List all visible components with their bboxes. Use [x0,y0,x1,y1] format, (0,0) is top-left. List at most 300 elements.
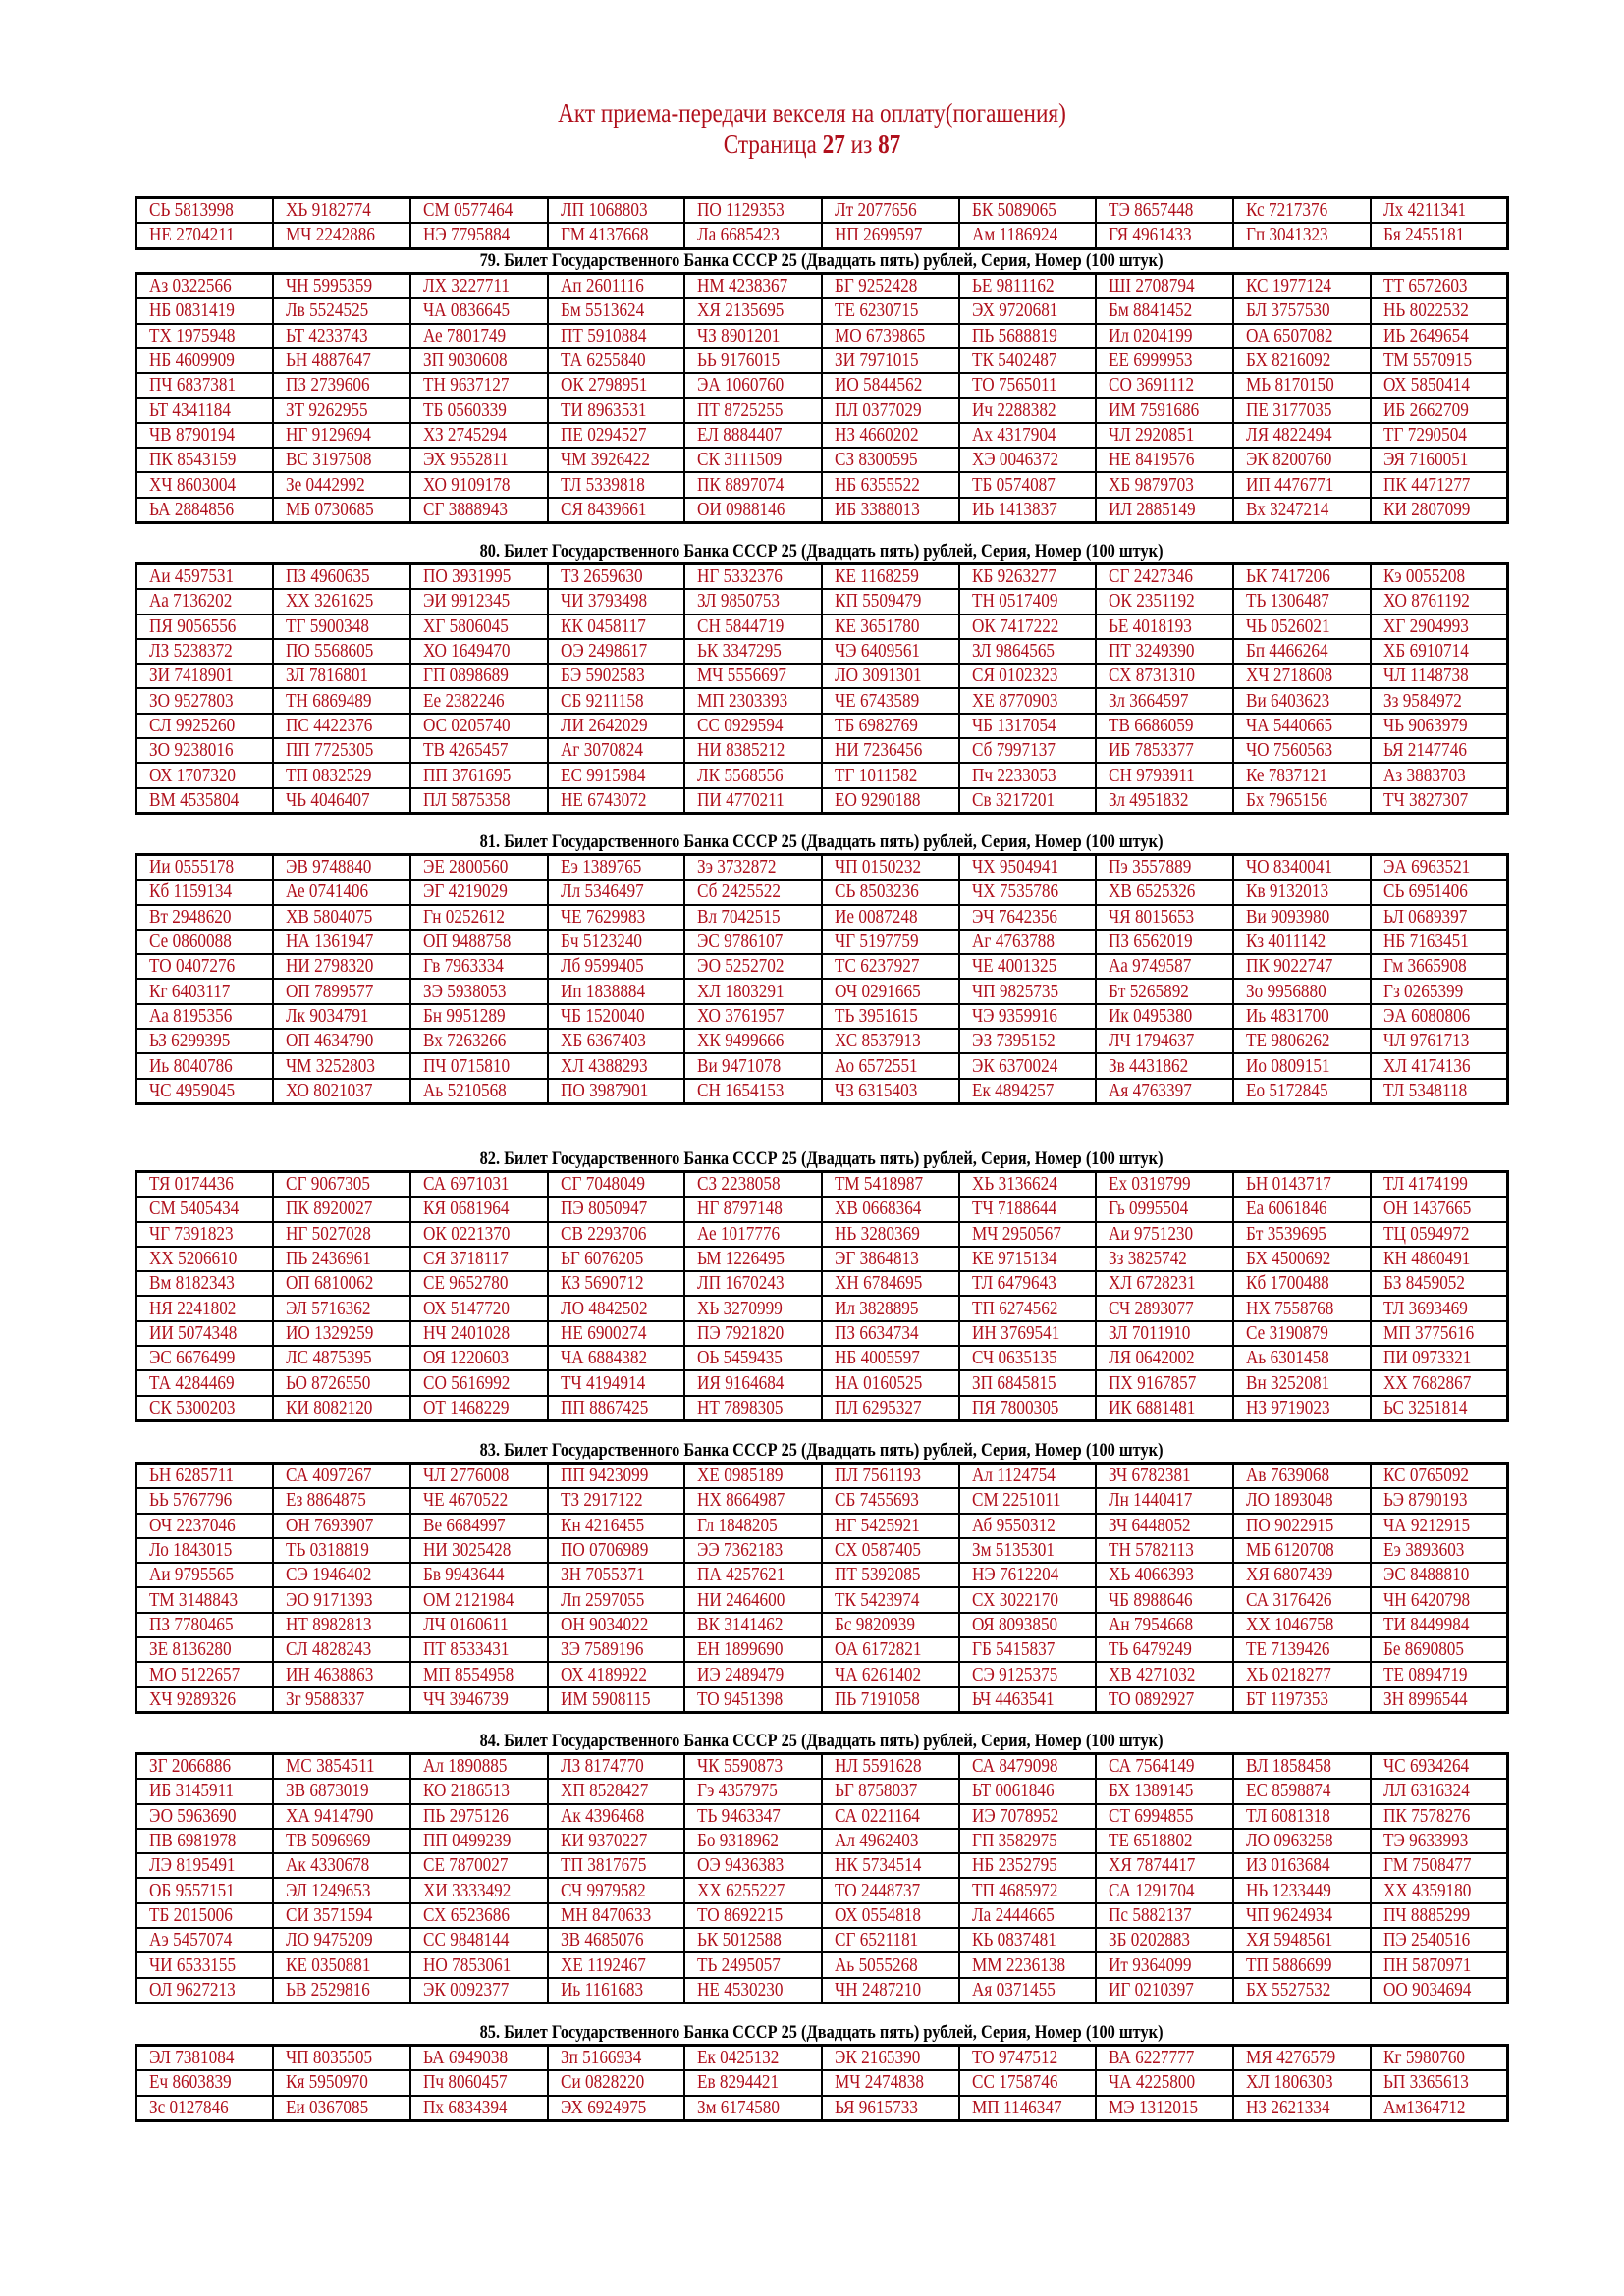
document-title-text: Акт приема-передачи векселя на оплату(погашения) [558,98,1066,128]
serial-number: Ео 5172845 [1246,1079,1328,1101]
section-heading-text: 81. Билет Государственного Банка СССР 25 (Двадцать пять) рублей, Серия, Номер (100 штук) [480,831,1164,852]
serial-cell [273,930,410,954]
serial-cell [684,1079,822,1104]
serial-cell [548,930,685,954]
serial-number: ЕЛ 8884407 [697,423,783,446]
serial-number: ТЛ 6081318 [1246,1804,1330,1827]
serial-number: ЬЯ 9615733 [834,2096,918,2118]
serial-number: ЛЧ 1794637 [1109,1030,1195,1052]
serial-number: ИМ 7591686 [1109,399,1200,421]
serial-number: Вт 2948620 [149,905,232,928]
serial-number: ОХ 1707320 [149,764,237,786]
serial-cell [822,639,959,664]
serial-cell [136,1928,274,1952]
serial-cell [1096,564,1233,590]
serial-cell [1371,324,1508,348]
serial-cell [1096,1687,1233,1713]
serial-cell [684,714,822,738]
serial-cell [273,1538,410,1563]
table-row [136,1928,1508,1952]
serial-number: НЕ 2704211 [149,224,235,246]
serial-number: СЯ 8439661 [560,498,647,520]
serial-cell [410,1029,548,1053]
serial-number: ТО 0892927 [1109,1687,1195,1710]
serial-number: ИЭ 7078952 [971,1804,1058,1827]
serial-number: ИН 4638863 [286,1663,374,1685]
table-row [136,1464,1508,1489]
serial-number: ЧЕ 7629983 [560,905,645,928]
serial-cell [1096,1662,1233,1686]
serial-cell [684,274,822,299]
serial-cell [822,2070,959,2095]
serial-number: ВА 6227777 [1109,2047,1195,2069]
serial-cell [136,930,274,954]
serial-number: ЬТ 4341184 [149,399,231,421]
serial-cell [1096,1779,1233,1803]
serial-number: Бт 3539695 [1246,1222,1326,1245]
serial-number: ЧЕ 4001325 [971,955,1056,978]
serial-number: ПЛ 0377029 [834,399,922,421]
serial-number: ОН 7693907 [286,1514,374,1536]
serial-number: СН 5844719 [697,614,785,637]
serial-cell [1233,448,1371,472]
serial-number: ЛЧ 0160611 [422,1613,509,1635]
serial-number: ИЗ 0163684 [1246,1854,1330,1877]
serial-cell [959,398,1097,422]
serial-cell [273,1396,410,1421]
serial-cell [959,274,1097,299]
serial-cell [410,1197,548,1221]
serial-cell [1233,498,1371,523]
serial-number: НА 1361947 [286,931,374,953]
serial-number: СЕ 9652780 [422,1272,509,1295]
serial-number: ТЬ 2495057 [697,1953,782,1976]
serial-cell [822,2096,959,2121]
serial-cell [136,274,274,299]
serial-number: ВК 3141462 [697,1613,784,1635]
serial-cell [684,498,822,523]
serial-number: ТЗ 2917122 [560,1489,643,1512]
serial-number: ЭЗ 7395152 [971,1030,1056,1052]
serial-number: ГП 0898689 [422,665,509,687]
serial-number: ЧА 6261402 [834,1663,922,1685]
serial-cell [1371,1662,1508,1686]
serial-cell [684,664,822,688]
serial-cell [548,1222,685,1247]
serial-number: Ав 7639068 [1246,1465,1330,1487]
serial-cell [548,1029,685,1053]
serial-number: ЬП 3365613 [1382,2071,1469,2094]
serial-number: Аи 9795565 [149,1564,235,1586]
serial-number: ТН 9637127 [422,374,510,397]
serial-cell [136,1563,274,1587]
serial-number: ПЯ 7800305 [971,1396,1059,1418]
page-current: 27 [822,130,845,159]
serial-number: ГП 3582975 [971,1830,1057,1852]
serial-cell [1371,1370,1508,1395]
table-row [136,1053,1508,1078]
serial-number: МО 5122657 [149,1663,241,1685]
serial-number: МЧ 5556697 [697,665,787,687]
serial-cell [273,1197,410,1221]
serial-cell [1096,1222,1233,1247]
serial-cell [273,589,410,614]
serial-number: ТН 0517409 [971,590,1058,613]
table-row [136,1687,1508,1713]
serial-number: СГ 3888943 [422,498,508,520]
serial-number: МЭ 1312015 [1109,2096,1199,2118]
serial-cell [684,905,822,930]
serial-number: ТТ 6572603 [1382,275,1468,297]
serial-number: ЛО 1893048 [1246,1489,1333,1512]
serial-cell [822,1004,959,1029]
serial-number: ИП 4476771 [1246,473,1334,496]
serial-cell [684,1370,822,1395]
serial-number: ОЭ 9436383 [697,1854,785,1877]
table-row [136,1079,1508,1104]
table-row [136,855,1508,881]
serial-number: Ек 0425132 [697,2047,780,2069]
serial-cell [136,1978,274,2003]
serial-cell [273,1370,410,1395]
serial-number: ЗЕ 8136280 [149,1638,232,1661]
serial-number: НЬ 3280369 [834,1222,920,1245]
serial-number: КЕ 9715134 [971,1248,1057,1270]
serial-number: ЧБ 8988646 [1109,1588,1193,1611]
serial-number: ХЯ 5948561 [1246,1929,1333,1951]
serial-cell [548,348,685,373]
serial-cell [410,1928,548,1952]
serial-number: ЭО 9171393 [286,1588,373,1611]
serial-cell [684,2046,822,2071]
serial-number: Лх 4211341 [1382,199,1466,222]
serial-cell [1371,1538,1508,1563]
serial-number: ЬЧ 4463541 [971,1687,1055,1710]
serial-cell [684,348,822,373]
serial-number: Ве 6684997 [422,1514,506,1536]
serial-cell [959,1978,1097,2003]
serial-number: Св 3217201 [971,788,1055,811]
serial-number: НИ 7236456 [834,739,923,762]
serial-number: ОХ 5147720 [422,1297,510,1319]
serial-cell [822,1878,959,1902]
serial-cell [1371,373,1508,398]
serial-cell [410,954,548,979]
serial-cell [822,1563,959,1587]
serial-number: Аг 4763788 [971,931,1055,953]
serial-cell [1096,1928,1233,1952]
serial-cell [1233,423,1371,448]
serial-number: ИБ 3388013 [834,498,920,520]
serial-number: ЬН 4887647 [286,349,371,372]
serial-cell [548,198,685,224]
serial-number: СС 0929594 [697,714,784,736]
serial-cell [684,788,822,814]
serial-cell [684,1346,822,1370]
serial-cell [822,198,959,224]
serial-number: Ек 4894257 [971,1079,1054,1101]
serial-number: ЧП 9825735 [971,980,1058,1002]
serial-cell [684,223,822,248]
serial-number: ТП 5886699 [1246,1953,1332,1976]
serial-cell [1233,979,1371,1003]
serial-number: ТБ 0574087 [971,473,1056,496]
serial-number: ОК 7417222 [971,614,1059,637]
serial-cell [410,1321,548,1346]
serial-number: ПО 3987901 [560,1079,648,1101]
serial-cell [273,1053,410,1078]
serial-number: НБ 4005597 [834,1347,920,1369]
serial-cell [548,472,685,497]
serial-number: ОС 0205740 [422,714,511,736]
serial-number: СЭ 9125375 [971,1663,1057,1685]
serial-cell [136,348,274,373]
serial-number: ЬЬ 5767796 [149,1489,233,1512]
serial-cell [1371,930,1508,954]
serial-number: ЬЭ 8790193 [1382,1489,1468,1512]
serial-number: ЭЯ 7160051 [1382,449,1469,471]
serial-cell [273,1004,410,1029]
serial-number: ПЬ 2975126 [422,1804,509,1827]
serial-cell [548,905,685,930]
table-row [136,1247,1508,1271]
serial-number: Ио 0809151 [1246,1054,1330,1077]
serial-number: ВМ 4535804 [149,788,240,811]
section-heading-text: 79. Билет Государственного Банка СССР 25 (Двадцать пять) рублей, Серия, Номер (100 штук) [480,250,1164,271]
serial-number: ЭС 8488810 [1382,1564,1470,1586]
serial-cell [1371,614,1508,639]
serial-number: ЛП 1068803 [560,199,648,222]
serial-cell [410,1079,548,1104]
serial-cell [1233,954,1371,979]
serial-number: ЛО 9475209 [286,1929,373,1951]
serial-cell [410,1247,548,1271]
serial-number: ПЭ 2540516 [1382,1929,1470,1951]
serial-number: Зе 0442992 [286,473,365,496]
serial-cell [1233,398,1371,422]
serial-cell [1233,1779,1371,1803]
serial-number: ЧК 5590873 [697,1755,784,1778]
serial-cell [822,324,959,348]
table-row [136,954,1508,979]
serial-cell [684,1637,822,1662]
serial-number: ПК 9022747 [1246,955,1333,978]
serial-number: ОХ 5850414 [1382,374,1470,397]
serial-number: ЛИ 2642029 [560,714,648,736]
serial-cell [959,1779,1097,1803]
serial-number: ЧЛ 9761713 [1382,1030,1470,1052]
serial-number: ТЛ 6479643 [971,1272,1056,1295]
serial-number: ИЬ 2649654 [1382,324,1469,347]
serial-number: ЗЛ 9864565 [971,640,1055,663]
serial-cell [1096,1613,1233,1637]
serial-cell [410,979,548,1003]
serial-cell [959,1370,1097,1395]
serial-number: НЗ 2621334 [1246,2096,1330,2118]
serial-cell [1371,855,1508,881]
serial-number: Вн 3252081 [1246,1371,1330,1394]
serial-cell [1233,763,1371,787]
page-indicator [114,130,1510,159]
serial-number: СХ 6523686 [422,1903,510,1926]
serial-number: ТЛ 5348118 [1382,1079,1467,1101]
ticket-section [135,2022,1509,2122]
serial-number: ХО 1649470 [422,640,511,663]
serial-cell [273,298,410,323]
serial-cell [136,664,274,688]
serial-number: ТЬ 0318819 [286,1539,370,1562]
serial-number: Кз 4011142 [1246,931,1326,953]
serial-number: Ие 0087248 [834,905,918,928]
serial-number: ЬТ 0061846 [971,1780,1055,1802]
serial-number: ХХ 3261625 [286,590,374,613]
serial-cell [273,1222,410,1247]
serial-number: ПК 8920027 [286,1198,373,1220]
serial-number: ЧГ 5197759 [834,931,919,953]
serial-number: ММ 2236138 [971,1953,1065,1976]
serial-number: КО 2186513 [422,1780,510,1802]
serial-number: Зп 5166934 [560,2047,641,2069]
serial-number: ОХ 0554818 [834,1903,921,1926]
serial-cell [273,472,410,497]
serial-number: СЛ 9925260 [149,714,236,736]
serial-cell [1233,1878,1371,1902]
serial-number: ЧЭ 9359916 [971,1004,1057,1027]
table-row [136,714,1508,738]
serial-cell [273,1296,410,1320]
table-row [136,738,1508,763]
serial-number: ИО 5844562 [834,374,923,397]
serial-cell [1096,373,1233,398]
serial-number: ХЛ 4388293 [560,1054,648,1077]
serial-number: ЛЗ 8174770 [560,1755,644,1778]
serial-number: ЕЕ 6999953 [1109,349,1193,372]
serial-cell [1371,2096,1508,2121]
serial-cell [1371,298,1508,323]
serial-number: ТА 6255840 [560,349,646,372]
serial-number: ПЗ 6562019 [1109,931,1193,953]
serial-number: ПЧ 0715810 [422,1054,510,1077]
serial-number: Лв 5524525 [286,299,369,322]
serial-number: Ви 9093980 [1246,905,1330,928]
serial-number: СС 1758746 [971,2071,1058,2094]
serial-cell [273,324,410,348]
serial-cell [822,1271,959,1296]
serial-cell [410,423,548,448]
table-row [136,1662,1508,1686]
serial-cell [1233,1079,1371,1104]
serial-cell [959,1222,1097,1247]
serial-cell [1233,1514,1371,1538]
serial-number: Вм 8182343 [149,1272,235,1295]
serial-cell [410,1396,548,1421]
serial-table [135,853,1509,1105]
serial-number: ТЧ 3827307 [1382,788,1468,811]
serial-number: ЗИ 7418901 [149,665,234,687]
serial-number: ТН 6869489 [286,689,372,712]
serial-cell [822,498,959,523]
serial-number: БТ 1197353 [1246,1687,1329,1710]
serial-cell [136,448,274,472]
serial-cell [1096,324,1233,348]
serial-cell [684,298,822,323]
serial-cell [1233,2046,1371,2071]
serial-number: ПТ 5910884 [560,324,647,347]
serial-cell [684,1687,822,1713]
serial-cell [684,738,822,763]
serial-number: ЛП 1670243 [697,1272,785,1295]
serial-number: Кб 1159134 [149,881,233,903]
serial-cell [1096,1587,1233,1612]
serial-cell [548,1563,685,1587]
serial-cell [822,788,959,814]
serial-number: ХС 8537913 [834,1030,921,1052]
serial-cell [822,1587,959,1612]
serial-number: Гв 7963334 [422,955,504,978]
serial-number: ПЕ 3177035 [1246,399,1332,421]
table-row [136,1829,1508,1853]
serial-number: ЬГ 6076205 [560,1248,643,1270]
serial-number: МС 3854511 [286,1755,375,1778]
serial-cell [410,855,548,881]
serial-cell [959,1172,1097,1198]
serial-cell [548,589,685,614]
serial-number: ПК 7578276 [1382,1804,1471,1827]
serial-cell [1233,1464,1371,1489]
serial-number: НЕ 6900274 [560,1321,647,1344]
serial-number: СА 0221164 [834,1804,920,1827]
serial-cell [273,738,410,763]
serial-number: Бе 8690805 [1382,1638,1464,1661]
ticket-section [135,1440,1509,1714]
serial-number: НБ 4609909 [149,349,235,372]
serial-number: ИЭ 2489479 [697,1663,785,1685]
serial-cell [822,855,959,881]
serial-number: НК 5734514 [834,1854,922,1877]
serial-number: ЬН 0143717 [1246,1173,1331,1196]
serial-cell [959,614,1097,639]
serial-cell [1233,614,1371,639]
serial-cell [822,930,959,954]
serial-cell [1233,373,1371,398]
serial-cell [273,1829,410,1853]
serial-number: СК 3111509 [697,449,783,471]
serial-cell [548,738,685,763]
serial-number: ПЧ 6837381 [149,374,237,397]
serial-cell [1096,905,1233,930]
serial-number: ЛК 5568556 [697,764,784,786]
serial-number: НТ 8982813 [286,1613,372,1635]
serial-number: ЭЛ 5716362 [286,1297,371,1319]
serial-cell [959,373,1097,398]
serial-number: ТЕ 9806262 [1246,1030,1330,1052]
serial-cell [1233,324,1371,348]
table-row [136,1296,1508,1320]
serial-cell [959,1754,1097,1780]
serial-cell [273,1853,410,1878]
serial-number: ЕС 9915984 [560,764,646,786]
serial-cell [273,1587,410,1612]
serial-number: ЭЭ 7362183 [697,1539,784,1562]
serial-number: СН 1654153 [697,1079,785,1101]
serial-cell [1233,639,1371,664]
serial-number: ПЕ 0294527 [560,423,647,446]
section-heading [135,541,1509,562]
table-row [136,1321,1508,1346]
serial-number: КС 1977124 [1246,275,1332,297]
serial-cell [410,1053,548,1078]
serial-number: ЬЯ 2147746 [1382,739,1467,762]
